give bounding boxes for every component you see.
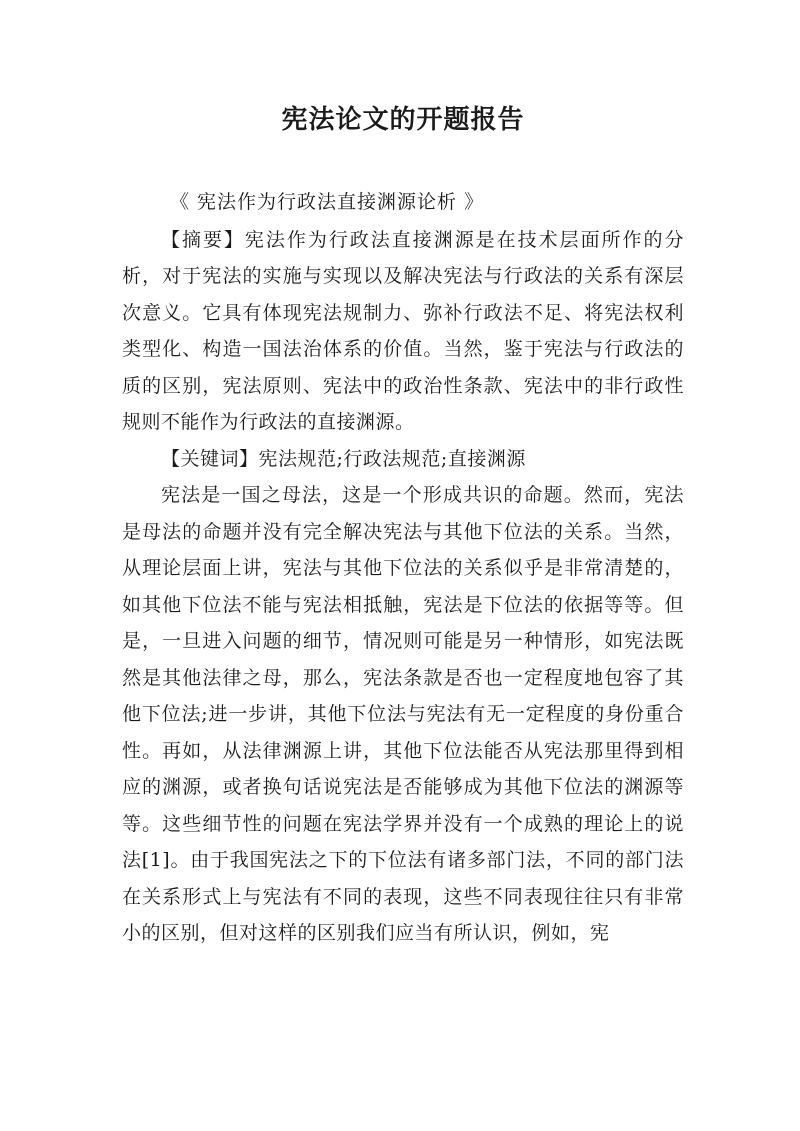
body-paragraph: 宪法是一国之母法，这是一个形成共识的命题。然而，宪法是母法的命题并没有完全解决宪法与其他下位法的关系。当然，从理论层面上讲，宪法与其他下位法的关系似乎是非常清楚的，如其他下位法不能与宪法相抵触，宪法是下位法的依据等等。但是，一旦进入问题的细节，情况则可能是另一种情形，如宪法既然是其他法律之母，那么，宪法条款是否也一定程度地包容了其他下位法;进一步讲，其他下位法与宪法有无一定程度的身份重合性。再如，从法律渊源上讲，其他下位法能否从宪法那里得到相应的渊源，或者换句话说宪法是否能够成为其他下位法的渊源等等。这些细节性的问题在宪法学界并没有一个成熟的理论上的说法[1]。由于我国宪法之下的下位法有诸多部门法，不同的部门法在关系形式上与宪法有不同的表现，这些不同表现往往只有非常小的区别，但对这样的区别我们应当有所认识，例如，宪 (122, 484, 684, 944)
abstract-paragraph (122, 222, 684, 441)
abstract-label: 【摘要】 (161, 228, 245, 251)
abstract-text: 宪法作为行政法直接渊源是在技术层面所作的分析，对于宪法的实施与实现以及解决宪法与行政法的关系有深层次意义。它具有体现宪法规制力、弥补行政法不足、将宪法权利类型化、构造一国法治体系的价值。当然，鉴于宪法与行政法的质的区别，宪法原则、宪法中的政治性条款、宪法中的非行政性规则不能作为行政法的直接渊源。 (122, 228, 684, 433)
keywords-text: 宪法规范;行政法规范;直接渊源 (258, 447, 526, 470)
paper-subtitle: 《 宪法作为行政法直接渊源论析 》 (170, 191, 485, 213)
document-title: 宪法论文的开题报告 (281, 105, 525, 135)
keywords-paragraph (122, 441, 684, 478)
keywords-label: 【关键词】 (161, 447, 259, 470)
